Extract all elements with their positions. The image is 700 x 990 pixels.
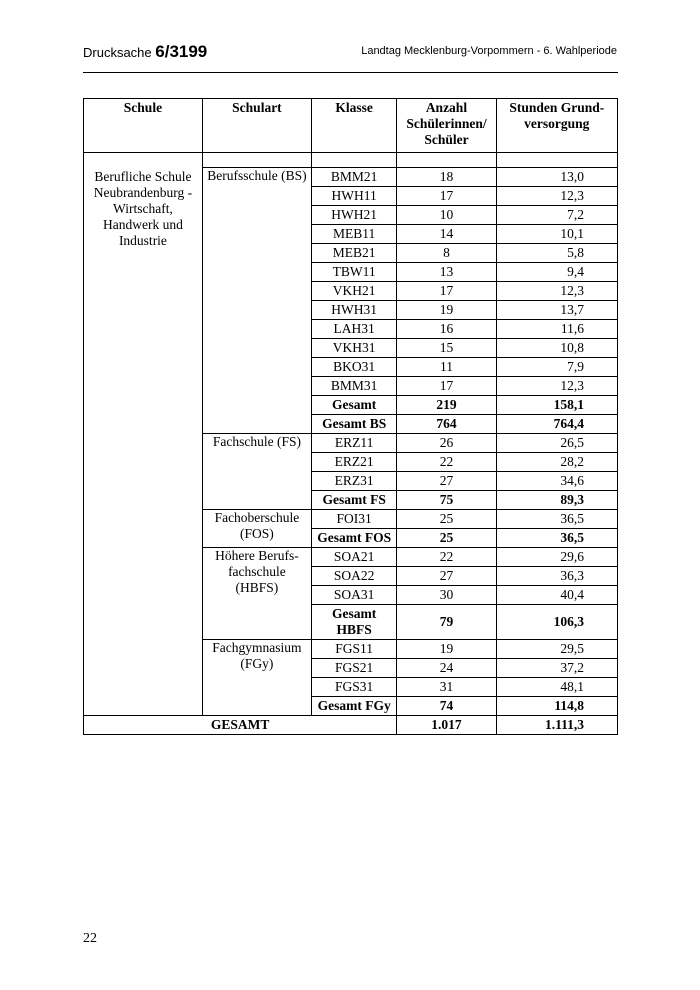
klasse-cell: ERZ11 [311, 434, 396, 453]
spacer-cell [397, 153, 496, 168]
schulart-cell: Berufsschule (BS) [202, 168, 311, 434]
grand-total-row [84, 716, 618, 735]
stunden-cell: 12,3 [496, 187, 617, 206]
anzahl-cell: 764 [397, 415, 496, 434]
anzahl-cell: 13 [397, 263, 496, 282]
klasse-cell: LAH31 [311, 320, 396, 339]
stunden-cell: 106,3 [496, 605, 617, 640]
stunden-cell: 10,1 [496, 225, 617, 244]
stunden-cell: 40,4 [496, 586, 617, 605]
anzahl-cell: 17 [397, 377, 496, 396]
stunden-cell: 114,8 [496, 697, 617, 716]
stunden-cell: 37,2 [496, 659, 617, 678]
stunden-cell: 12,3 [496, 377, 617, 396]
schulart-cell: Fachgymnasium (FGy) [202, 640, 311, 716]
spacer-row [84, 153, 618, 168]
stunden-cell: 12,3 [496, 282, 617, 301]
stunden-cell: 7,2 [496, 206, 617, 225]
klasse-cell: FGS21 [311, 659, 396, 678]
anzahl-cell: 22 [397, 548, 496, 567]
stunden-cell: 11,6 [496, 320, 617, 339]
spacer-cell [311, 153, 396, 168]
spacer-cell [496, 153, 617, 168]
col-header-schule: Schule [84, 99, 203, 153]
klasse-cell: BKO31 [311, 358, 396, 377]
stunden-cell: 13,7 [496, 301, 617, 320]
klasse-cell: SOA21 [311, 548, 396, 567]
stunden-cell: 34,6 [496, 472, 617, 491]
table-header-row [84, 99, 618, 153]
klasse-cell: HWH31 [311, 301, 396, 320]
col-header-stunden: Stunden Grund-versorgung [496, 99, 617, 153]
anzahl-cell: 30 [397, 586, 496, 605]
anzahl-cell: 15 [397, 339, 496, 358]
col-header-anzahl: Anzahl Schülerinnen/ Schüler [397, 99, 496, 153]
spacer-cell [202, 153, 311, 168]
klasse-cell: VKH31 [311, 339, 396, 358]
anzahl-cell: 18 [397, 168, 496, 187]
stunden-cell: 26,5 [496, 434, 617, 453]
klasse-cell: HWH11 [311, 187, 396, 206]
stunden-cell: 10,8 [496, 339, 617, 358]
klasse-cell: FGS11 [311, 640, 396, 659]
stunden-cell: 5,8 [496, 244, 617, 263]
anzahl-cell: 219 [397, 396, 496, 415]
stunden-cell: 48,1 [496, 678, 617, 697]
anzahl-cell: 31 [397, 678, 496, 697]
doc-number: 6/3199 [155, 42, 208, 61]
col-header-schulart: Schulart [202, 99, 311, 153]
parliament-title: Landtag Mecklenburg-Vorpommern - 6. Wahlperiode [361, 45, 617, 57]
stunden-cell: 36,3 [496, 567, 617, 586]
page-number: 22 [83, 931, 97, 946]
school-name: Berufliche Schule Neubrandenburg - Wirtschaft, Handwerk und Industrie [84, 153, 203, 716]
klasse-cell: VKH21 [311, 282, 396, 301]
stunden-cell: 28,2 [496, 453, 617, 472]
anzahl-cell: 16 [397, 320, 496, 339]
anzahl-cell: 19 [397, 301, 496, 320]
anzahl-cell: 24 [397, 659, 496, 678]
klasse-cell: BMM21 [311, 168, 396, 187]
stunden-cell: 29,6 [496, 548, 617, 567]
klasse-cell: SOA22 [311, 567, 396, 586]
document-number [83, 42, 207, 62]
stunden-cell: 89,3 [496, 491, 617, 510]
stunden-cell: 9,4 [496, 263, 617, 282]
grand-total-count: 1.017 [397, 716, 496, 735]
anzahl-cell: 75 [397, 491, 496, 510]
schulart-cell: Fachoberschule (FOS) [202, 510, 311, 548]
anzahl-cell: 79 [397, 605, 496, 640]
klasse-cell: ERZ31 [311, 472, 396, 491]
stunden-cell: 29,5 [496, 640, 617, 659]
klasse-cell: Gesamt FS [311, 491, 396, 510]
header-rule [83, 72, 618, 73]
anzahl-cell: 74 [397, 697, 496, 716]
table-body [84, 153, 618, 716]
schulart-cell: Höhere Berufs-fachschule (HBFS) [202, 548, 311, 640]
klasse-cell: MEB11 [311, 225, 396, 244]
stunden-cell: 13,0 [496, 168, 617, 187]
anzahl-cell: 14 [397, 225, 496, 244]
klasse-cell: FGS31 [311, 678, 396, 697]
anzahl-cell: 25 [397, 510, 496, 529]
anzahl-cell: 25 [397, 529, 496, 548]
anzahl-cell: 26 [397, 434, 496, 453]
klasse-cell: Gesamt FGy [311, 697, 396, 716]
grand-total-hours: 1.111,3 [496, 716, 617, 735]
stunden-cell: 7,9 [496, 358, 617, 377]
stunden-cell: 36,5 [496, 510, 617, 529]
anzahl-cell: 11 [397, 358, 496, 377]
school-hours-table [83, 98, 618, 735]
stunden-cell: 764,4 [496, 415, 617, 434]
klasse-cell: ERZ21 [311, 453, 396, 472]
klasse-cell: BMM31 [311, 377, 396, 396]
grand-total-label: GESAMT [84, 716, 397, 735]
schulart-cell: Fachschule (FS) [202, 434, 311, 510]
klasse-cell: MEB21 [311, 244, 396, 263]
anzahl-cell: 17 [397, 282, 496, 301]
klasse-cell: Gesamt FOS [311, 529, 396, 548]
klasse-cell: FOI31 [311, 510, 396, 529]
anzahl-cell: 27 [397, 567, 496, 586]
klasse-cell: Gesamt BS [311, 415, 396, 434]
anzahl-cell: 22 [397, 453, 496, 472]
doc-label: Drucksache [83, 45, 152, 60]
anzahl-cell: 17 [397, 187, 496, 206]
col-header-klasse: Klasse [311, 99, 396, 153]
anzahl-cell: 8 [397, 244, 496, 263]
klasse-cell: HWH21 [311, 206, 396, 225]
klasse-cell: Gesamt [311, 396, 396, 415]
stunden-cell: 36,5 [496, 529, 617, 548]
anzahl-cell: 19 [397, 640, 496, 659]
klasse-cell: Gesamt HBFS [311, 605, 396, 640]
anzahl-cell: 27 [397, 472, 496, 491]
stunden-cell: 158,1 [496, 396, 617, 415]
klasse-cell: SOA31 [311, 586, 396, 605]
anzahl-cell: 10 [397, 206, 496, 225]
klasse-cell: TBW11 [311, 263, 396, 282]
